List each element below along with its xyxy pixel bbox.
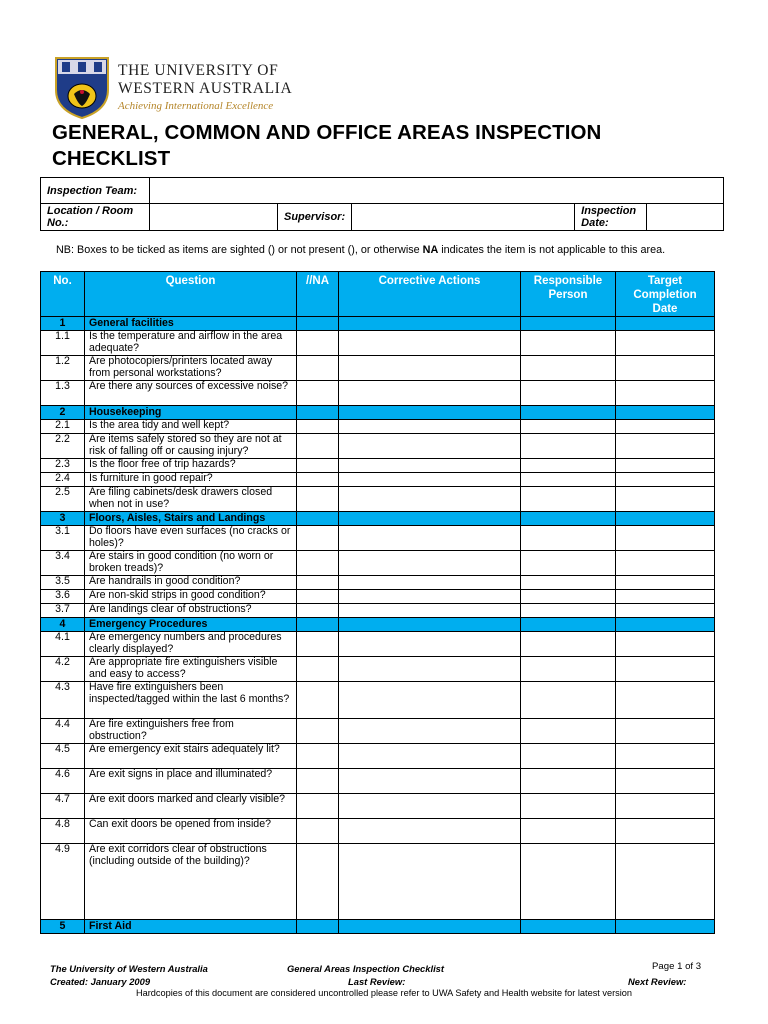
target-date-cell[interactable] — [616, 576, 715, 590]
table-row — [41, 434, 715, 459]
corrective-actions-cell — [339, 618, 521, 632]
target-date-cell[interactable] — [616, 744, 715, 769]
corrective-actions-cell[interactable] — [339, 819, 521, 844]
tick-cell[interactable] — [297, 551, 339, 576]
responsible-person-cell — [521, 618, 616, 632]
row-number: 5 — [41, 920, 85, 934]
responsible-person-cell[interactable] — [521, 632, 616, 657]
target-date-cell[interactable] — [616, 590, 715, 604]
tick-cell — [297, 618, 339, 632]
table-row — [41, 719, 715, 744]
responsible-person-cell[interactable] — [521, 682, 616, 719]
section-row — [41, 406, 715, 420]
corrective-actions-cell[interactable] — [339, 487, 521, 512]
table-row — [41, 487, 715, 512]
corrective-actions-cell[interactable] — [339, 473, 521, 487]
responsible-person-cell[interactable] — [521, 434, 616, 459]
table-row — [41, 420, 715, 434]
responsible-person-cell[interactable] — [521, 381, 616, 406]
row-number: 4 — [41, 618, 85, 632]
table-row — [41, 526, 715, 551]
col-header-corrective-actions: Corrective Actions — [339, 272, 521, 317]
corrective-actions-cell[interactable] — [339, 794, 521, 819]
instructions-note — [56, 244, 665, 256]
responsible-person-cell[interactable] — [521, 551, 616, 576]
section-row — [41, 317, 715, 331]
tick-cell[interactable] — [297, 682, 339, 719]
responsible-person-cell — [521, 512, 616, 526]
responsible-person-cell — [521, 920, 616, 934]
table-row — [41, 819, 715, 844]
question-text: Are fire extinguishers free from obstruction? — [85, 719, 297, 744]
tick-cell[interactable] — [297, 632, 339, 657]
table-row — [41, 744, 715, 769]
corrective-actions-cell[interactable] — [339, 356, 521, 381]
target-date-cell[interactable] — [616, 844, 715, 920]
corrective-actions-cell[interactable] — [339, 769, 521, 794]
target-date-cell[interactable] — [616, 487, 715, 512]
footer-document-name: General Areas Inspection Checklist — [287, 963, 445, 974]
section-title: First Aid — [85, 920, 297, 934]
corrective-actions-cell[interactable] — [339, 381, 521, 406]
tick-cell[interactable] — [297, 576, 339, 590]
tick-cell[interactable] — [297, 381, 339, 406]
target-date-cell[interactable] — [616, 719, 715, 744]
question-text: Are emergency numbers and procedures clearly displayed? — [85, 632, 297, 657]
col-header-responsible-person: Responsible Person — [521, 272, 616, 317]
section-title: General facilities — [85, 317, 297, 331]
target-date-cell[interactable] — [616, 381, 715, 406]
location-room-field[interactable] — [150, 204, 278, 231]
table-header-row — [41, 272, 715, 317]
question-text: Are landings clear of obstructions? — [85, 604, 297, 618]
university-name-line1: THE UNIVERSITY OF — [118, 62, 279, 79]
question-text: Is the floor free of trip hazards? — [85, 459, 297, 473]
tick-cell[interactable] — [297, 657, 339, 682]
inspection-date-field[interactable] — [647, 204, 724, 231]
responsible-person-cell[interactable] — [521, 769, 616, 794]
target-date-cell — [616, 920, 715, 934]
question-text: Are there any sources of excessive noise? — [85, 381, 297, 406]
target-date-cell[interactable] — [616, 794, 715, 819]
question-text: Are exit doors marked and clearly visible? — [85, 794, 297, 819]
corrective-actions-cell[interactable] — [339, 744, 521, 769]
table-row — [41, 473, 715, 487]
row-number: 3.1 — [41, 526, 85, 551]
row-number: 3.4 — [41, 551, 85, 576]
corrective-actions-cell[interactable] — [339, 604, 521, 618]
responsible-person-cell[interactable] — [521, 819, 616, 844]
footer-created: Created: January 2009 — [50, 976, 151, 987]
tick-cell — [297, 406, 339, 420]
section-row — [41, 920, 715, 934]
tick-cell[interactable] — [297, 819, 339, 844]
target-date-cell[interactable] — [616, 420, 715, 434]
row-number: 1.2 — [41, 356, 85, 381]
row-number: 4.9 — [41, 844, 85, 920]
target-date-cell[interactable] — [616, 604, 715, 618]
table-row — [41, 657, 715, 682]
page-title-line2: CHECKLIST — [52, 147, 171, 170]
table-row — [41, 551, 715, 576]
university-name — [118, 62, 292, 98]
row-number: 2.2 — [41, 434, 85, 459]
responsible-person-cell[interactable] — [521, 356, 616, 381]
corrective-actions-cell — [339, 512, 521, 526]
corrective-actions-cell[interactable] — [339, 526, 521, 551]
university-logo — [52, 56, 293, 120]
table-row — [41, 769, 715, 794]
question-text: Is the temperature and airflow in the area adequate? — [85, 331, 297, 356]
target-date-cell — [616, 317, 715, 331]
footer-next-review: Next Review: — [628, 976, 687, 987]
university-motto: Achieving International Excellence — [118, 100, 274, 112]
responsible-person-cell[interactable] — [521, 719, 616, 744]
target-date-cell[interactable] — [616, 632, 715, 657]
tick-cell[interactable] — [297, 719, 339, 744]
table-row — [41, 459, 715, 473]
table-row — [41, 632, 715, 657]
question-text: Are handrails in good condition? — [85, 576, 297, 590]
row-number: 1.3 — [41, 381, 85, 406]
corrective-actions-cell[interactable] — [339, 420, 521, 434]
row-number: 4.4 — [41, 719, 85, 744]
col-header-target-date: Target Completion Date — [616, 272, 715, 317]
tick-cell[interactable] — [297, 769, 339, 794]
responsible-person-cell[interactable] — [521, 459, 616, 473]
corrective-actions-cell — [339, 317, 521, 331]
row-number: 4.7 — [41, 794, 85, 819]
responsible-person-cell[interactable] — [521, 487, 616, 512]
corrective-actions-cell[interactable] — [339, 682, 521, 719]
row-number: 4.6 — [41, 769, 85, 794]
row-number: 4.5 — [41, 744, 85, 769]
row-number: 3.5 — [41, 576, 85, 590]
row-number: 4.8 — [41, 819, 85, 844]
row-number: 3.7 — [41, 604, 85, 618]
row-number: 4.3 — [41, 682, 85, 719]
responsible-person-cell[interactable] — [521, 331, 616, 356]
tick-cell[interactable] — [297, 473, 339, 487]
target-date-cell[interactable] — [616, 551, 715, 576]
supervisor-label: Supervisor: — [278, 204, 352, 231]
table-row — [41, 576, 715, 590]
question-text: Are filing cabinets/desk drawers closed when not in use? — [85, 487, 297, 512]
responsible-person-cell[interactable] — [521, 794, 616, 819]
target-date-cell[interactable] — [616, 473, 715, 487]
note-text-after: indicates the item is not applicable to this area. — [438, 244, 666, 256]
row-number: 4.2 — [41, 657, 85, 682]
corrective-actions-cell[interactable] — [339, 331, 521, 356]
corrective-actions-cell[interactable] — [339, 632, 521, 657]
section-row — [41, 512, 715, 526]
corrective-actions-cell[interactable] — [339, 434, 521, 459]
inspection-team-label: Inspection Team: — [41, 178, 150, 204]
location-room-label: Location / Room No.: — [41, 204, 150, 231]
inspection-checklist-table — [40, 271, 715, 934]
university-name-line2: WESTERN AUSTRALIA — [118, 80, 293, 97]
responsible-person-cell[interactable] — [521, 744, 616, 769]
tick-cell — [297, 512, 339, 526]
question-text: Is the area tidy and well kept? — [85, 420, 297, 434]
responsible-person-cell[interactable] — [521, 657, 616, 682]
question-text: Have fire extinguishers been inspected/tagged within the last 6 months? — [85, 682, 297, 719]
footer-university: The University of Western Australia — [50, 963, 208, 974]
table-row — [41, 794, 715, 819]
tick-cell[interactable] — [297, 487, 339, 512]
row-number: 1 — [41, 317, 85, 331]
responsible-person-cell[interactable] — [521, 604, 616, 618]
row-number: 2.3 — [41, 459, 85, 473]
tick-cell[interactable] — [297, 844, 339, 920]
target-date-cell[interactable] — [616, 459, 715, 473]
section-title: Floors, Aisles, Stairs and Landings — [85, 512, 297, 526]
question-text: Are emergency exit stairs adequately lit? — [85, 744, 297, 769]
section-title: Housekeeping — [85, 406, 297, 420]
corrective-actions-cell[interactable] — [339, 576, 521, 590]
footer-uncontrolled-note: Hardcopies of this document are considered uncontrolled please refer to UWA Safety and Health website for latest version — [135, 988, 633, 998]
target-date-cell — [616, 406, 715, 420]
footer-page-number: Page 1 of 3 — [652, 961, 702, 972]
footer-last-review: Last Review: — [348, 976, 406, 987]
inspection-team-field[interactable] — [150, 178, 724, 204]
responsible-person-cell[interactable] — [521, 576, 616, 590]
table-row — [41, 590, 715, 604]
target-date-cell[interactable] — [616, 682, 715, 719]
question-text: Are exit signs in place and illuminated? — [85, 769, 297, 794]
corrective-actions-cell[interactable] — [339, 844, 521, 920]
question-text: Do floors have even surfaces (no cracks or holes)? — [85, 526, 297, 551]
section-title: Emergency Procedures — [85, 618, 297, 632]
table-row — [41, 604, 715, 618]
tick-cell[interactable] — [297, 459, 339, 473]
tick-cell[interactable] — [297, 744, 339, 769]
responsible-person-cell — [521, 317, 616, 331]
question-text: Are exit corridors clear of obstructions (including outside of the building)? — [85, 844, 297, 920]
row-number: 1.1 — [41, 331, 85, 356]
row-number: 3.6 — [41, 590, 85, 604]
tick-cell — [297, 317, 339, 331]
responsible-person-cell[interactable] — [521, 526, 616, 551]
page-title-line1: GENERAL, COMMON AND OFFICE AREAS INSPECTION — [52, 121, 602, 144]
tick-cell[interactable] — [297, 331, 339, 356]
tick-cell[interactable] — [297, 604, 339, 618]
question-text: Are items safely stored so they are not at risk of falling off or causing injury? — [85, 434, 297, 459]
corrective-actions-cell[interactable] — [339, 551, 521, 576]
col-header-tick: //NA — [297, 272, 339, 317]
target-date-cell — [616, 512, 715, 526]
tick-cell — [297, 920, 339, 934]
row-number: 3 — [41, 512, 85, 526]
university-crest-icon — [52, 56, 112, 120]
responsible-person-cell[interactable] — [521, 420, 616, 434]
target-date-cell[interactable] — [616, 657, 715, 682]
corrective-actions-cell — [339, 920, 521, 934]
question-text: Can exit doors be opened from inside? — [85, 819, 297, 844]
tick-cell[interactable] — [297, 356, 339, 381]
question-text: Are photocopiers/printers located away from personal workstations? — [85, 356, 297, 381]
question-text: Are stairs in good condition (no worn or broken treads)? — [85, 551, 297, 576]
supervisor-field[interactable] — [352, 204, 575, 231]
row-number: 2.4 — [41, 473, 85, 487]
target-date-cell[interactable] — [616, 769, 715, 794]
inspection-date-label: Inspection Date: — [575, 204, 647, 231]
target-date-cell[interactable] — [616, 526, 715, 551]
question-text: Is furniture in good repair? — [85, 473, 297, 487]
tick-cell[interactable] — [297, 794, 339, 819]
table-row — [41, 381, 715, 406]
row-number: 2 — [41, 406, 85, 420]
row-number: 2.1 — [41, 420, 85, 434]
responsible-person-cell[interactable] — [521, 473, 616, 487]
target-date-cell[interactable] — [616, 434, 715, 459]
corrective-actions-cell[interactable] — [339, 657, 521, 682]
question-text: Are appropriate fire extinguishers visible and easy to access? — [85, 657, 297, 682]
note-text-na: NA — [422, 244, 439, 256]
table-row — [41, 331, 715, 356]
corrective-actions-cell[interactable] — [339, 590, 521, 604]
tick-cell[interactable] — [297, 420, 339, 434]
tick-cell[interactable] — [297, 434, 339, 459]
col-header-no: No. — [41, 272, 85, 317]
section-row — [41, 618, 715, 632]
target-date-cell — [616, 618, 715, 632]
corrective-actions-cell[interactable] — [339, 459, 521, 473]
row-number: 4.1 — [41, 632, 85, 657]
table-row — [41, 356, 715, 381]
col-header-question: Question — [85, 272, 297, 317]
responsible-person-cell[interactable] — [521, 844, 616, 920]
table-row — [41, 682, 715, 719]
note-text-before: NB: Boxes to be ticked as items are sighted () or not present (), or otherwise — [56, 244, 423, 256]
responsible-person-cell[interactable] — [521, 590, 616, 604]
target-date-cell[interactable] — [616, 356, 715, 381]
responsible-person-cell — [521, 406, 616, 420]
corrective-actions-cell[interactable] — [339, 719, 521, 744]
inspection-info-table — [40, 177, 724, 231]
tick-cell[interactable] — [297, 590, 339, 604]
table-row — [41, 844, 715, 920]
page-title — [52, 120, 732, 172]
target-date-cell[interactable] — [616, 819, 715, 844]
question-text: Are non-skid strips in good condition? — [85, 590, 297, 604]
row-number: 2.5 — [41, 487, 85, 512]
tick-cell[interactable] — [297, 526, 339, 551]
corrective-actions-cell — [339, 406, 521, 420]
target-date-cell[interactable] — [616, 331, 715, 356]
